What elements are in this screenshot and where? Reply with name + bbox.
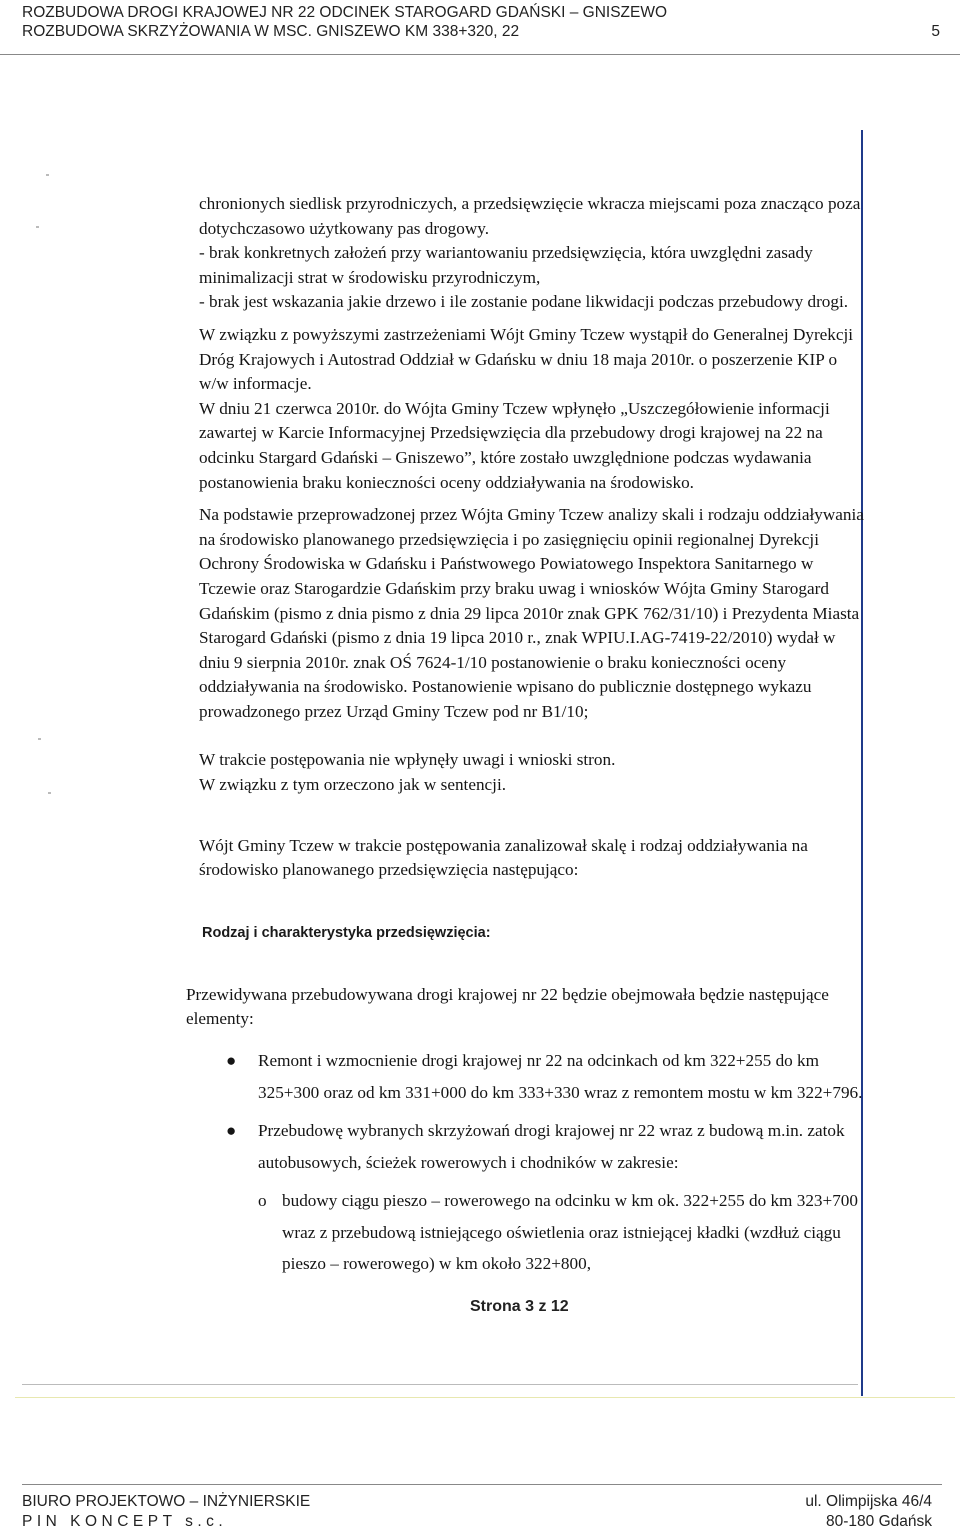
- scan-bottom-edge: [22, 1384, 858, 1385]
- paragraph: W trakcie postępowania nie wpłynęły uwagi i wnioski stron.: [199, 750, 616, 770]
- paragraph: Wójt Gminy Tczew w trakcie postępowania zanalizował skalę i rodzaj oddziaływania na środowisko planowanego przedsięwzięcia następująco:: [199, 835, 808, 880]
- paragraph: W związku z tym orzeczono jak w sentencji.: [199, 775, 507, 795]
- scan-speck: [36, 226, 39, 228]
- sub-bullet-icon: o: [258, 1191, 267, 1210]
- scan-bottom-edge-tint: [15, 1397, 955, 1398]
- bullet-icon: ●: [226, 1051, 237, 1070]
- scan-speck: [38, 738, 41, 740]
- paragraph: W związku z powyższymi zastrzeżeniami Wójt Gminy Tczew wystąpił do Generalnej Dyrekcji Dróg Krajowych i Autostrad Oddział w Gdańsku w dniu 18 maja 2010r. o poszerzenie KIP o w/w informacje.: [199, 324, 854, 394]
- paragraph: W dniu 21 czerwca 2010r. do Wójta Gminy Tczew wpłynęło „Uszczegółowienie informacji zawartej w Karcie Informacyjnej Przedsięwzięcia dla przebudowy drogi krajowej na 22 na odcinku Stargard Gdański – Gniszewo”, które zostało uwzględnione podczas wydawania postanowienia braku konieczności oceny oddziaływania na środowisko.: [199, 398, 830, 492]
- header-page-number: 5: [931, 23, 940, 40]
- bullet-icon: ●: [226, 1121, 237, 1140]
- sub-list-item: [226, 1185, 870, 1280]
- scan-speck: [46, 174, 49, 176]
- footer-divider: [22, 1484, 942, 1485]
- header-project-subtitle: ROZBUDOWA SKRZYŻOWANIA W MSC. GNISZEWO KM 338+320, 22: [22, 23, 520, 40]
- footer-company-name: BIURO PROJEKTOWO – INŻYNIERSKIE: [22, 1493, 311, 1510]
- scan-page-label: Strona 3 z 12: [470, 1298, 569, 1315]
- list-item: [226, 1115, 870, 1178]
- paragraph: - brak konkretnych założeń przy wariantowaniu przedsięwzięcia, która uwzględni zasady minimalizacji strat w środowisku przyrodniczym,: [199, 243, 813, 287]
- header-project-title: ROZBUDOWA DROGI KRAJOWEJ NR 22 ODCINEK STAROGARD GDAŃSKI – GNISZEWO: [22, 4, 668, 21]
- footer-address-city: 80-180 Gdańsk: [826, 1513, 932, 1530]
- list-item-text: Przebudowę wybranych skrzyżowań drogi krajowej nr 22 wraz z budową m.in. zatok autobusowych, ścieżek rowerowych i chodników w zakresie:: [258, 1121, 845, 1172]
- paragraph: Przewidywana przebudowywana drogi krajowej nr 22 będzie obejmowała będzie następujące elementy:: [186, 985, 829, 1028]
- section-heading: Rodzaj i charakterystyka przedsięwzięcia:: [202, 925, 491, 941]
- page-footer: [22, 1492, 932, 1532]
- list-item-text: Remont i wzmocnienie drogi krajowej nr 22 na odcinkach od km 322+255 do km 325+300 oraz od km 331+000 do km 333+330 wraz z remontem mostu w km 322+796.: [258, 1051, 863, 1102]
- list-item: [226, 1045, 870, 1108]
- scan-body-text: [199, 192, 867, 883]
- scan-speck: [48, 792, 51, 794]
- paragraph: - brak jest wskazania jakie drzewo i ile zostanie podane likwidacji podczas przebudowy drogi.: [199, 292, 849, 312]
- intro-text: [186, 983, 868, 1031]
- footer-company-brand: PIN KONCEPT s.c.: [22, 1513, 228, 1530]
- paragraph: chronionych siedlisk przyrodniczych, a przedsięwzięcie wkracza miejscami poza znacząco poza dotychczasowo użytkowany pas drogowy.: [199, 194, 861, 238]
- bullet-list: [226, 1045, 870, 1280]
- header-divider: [0, 54, 960, 55]
- paragraph: Na podstawie przeprowadzonej przez Wójta Gminy Tczew analizy skali i rodzaju oddziaływania na środowisko planowanego przedsięwzięcia i po zasięgnięciu opinii regionalnej Dyrekcji Ochrony Środowiska w Gdańsku i Państwowego Powiatowego Inspektora Sanitarnego w Tczewie oraz Starogardzie Gdańskim przy braku uwag i wniosków Wójta Gminy Starogard Gdańskim (pismo z dnia pismo z dnia 29 lipca 2010r znak GPK 762/31/10) i Prezydenta Miasta Starogard Gdański (pismo z dnia 19 lipca 2010 r., znak WPIU.I.AG-7419-22/2010) wydał w dniu 9 sierpnia 2010r. znak OŚ 7624-1/10 postanowienie o braku konieczności oceny oddziaływania na środowisko. Postanowienie wpisano do publicznie dostępnego wykazu prowadzonego przez Urząd Gminy Tczew pod nr B1/10;: [199, 505, 864, 721]
- footer-address-street: ul. Olimpijska 46/4: [805, 1493, 932, 1510]
- list-item-text: budowy ciągu pieszo – rowerowego na odcinku w km ok. 322+255 do km 323+700 wraz z przebudową istniejącego oświetlenia oraz istniejącej kładki (wzdłuż ciągu pieszo – rowerowego) w km około 322+800,: [282, 1191, 858, 1273]
- page-header: [22, 3, 940, 41]
